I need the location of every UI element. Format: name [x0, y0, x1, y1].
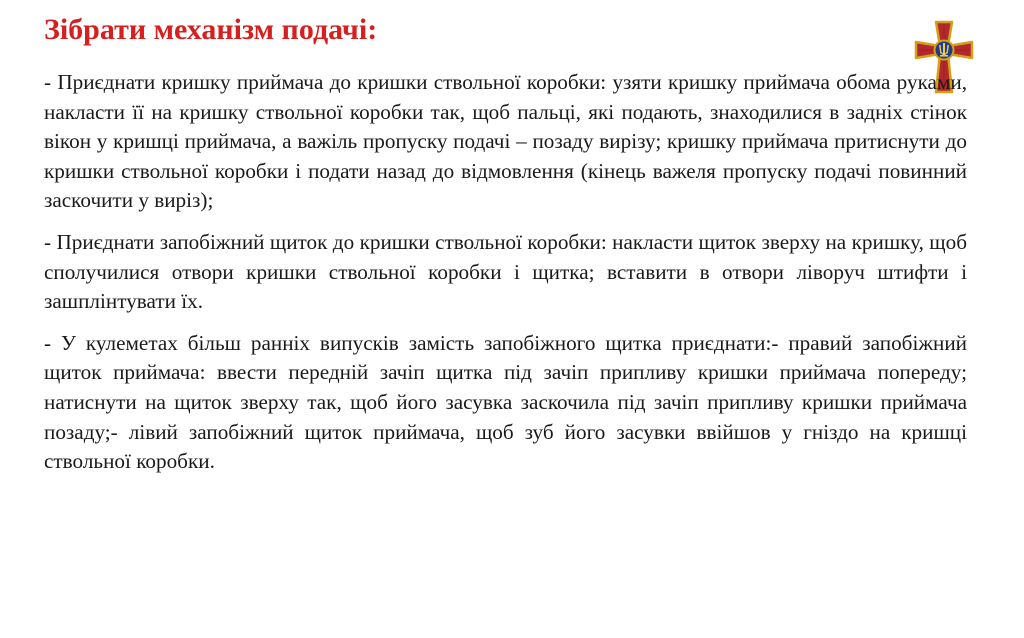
slide-title: Зібрати механізм подачі: — [44, 13, 378, 46]
slide-body — [44, 68, 967, 489]
paragraph-early-models: - У кулеметах більш ранніх випусків замість запобіжного щитка приєднати:- правий запобіжний щиток приймача: ввести передній зачіп щитка під зачіп припливу кришки приймача попереду; натиснути на щиток зверху так, щоб його засувка заскочила під зачіп припливу кришки приймача позаду;- лівий запобіжний щиток приймача, щоб зуб його засувки ввійшов у гніздо на кришці ствольної коробки. — [44, 330, 967, 474]
paragraph-safety-shield: - Приєднати запобіжний щиток до кришки ствольної коробки: накласти щиток зверху на кришку, щоб сполучилися отвори кришки ствольної коробки і щитка; вставити в отвори ліворуч штифти і зашплінтувати їх. — [44, 229, 967, 314]
paragraph-receiver-cover: - Приєднати кришку приймача до кришки ствольної коробки: узяти кришку приймача обома руками, накласти її на кришку ствольної коробки так, щоб пальці, які подають, знаходилися в задніх стінок вікон у кришці приймача, а важіль пропуску подачі – позаду вирізу; кришку приймача притиснути до кришки ствольної коробки і подати назад до відмовлення (кінець важеля пропуску подачі повинний заскочити у виріз); — [44, 70, 967, 213]
